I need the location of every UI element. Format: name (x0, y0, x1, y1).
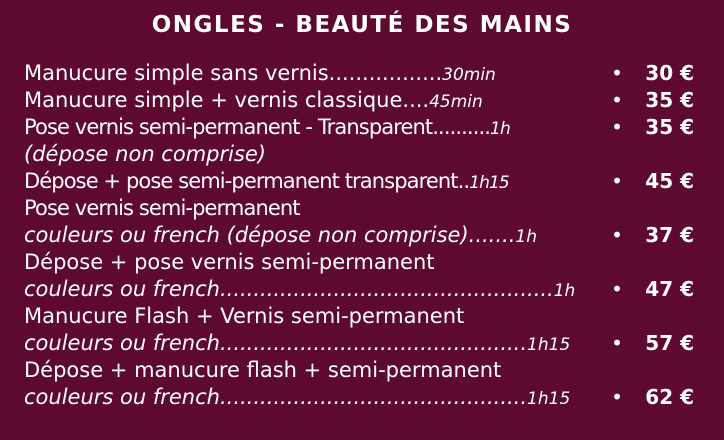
service-duration: 1h (515, 227, 537, 247)
service-name: Dépose + manucure flash + semi-permanent (24, 358, 502, 382)
leader-dots: .... (402, 88, 430, 112)
bullet: • (611, 115, 623, 139)
list-item (24, 195, 704, 222)
list-item-line (24, 168, 509, 197)
service-detail: couleurs ou french (24, 331, 220, 355)
leader-dots: .. (457, 169, 470, 193)
service-name: Dépose + pose vernis semi-permanent (24, 250, 435, 274)
service-duration: 1h15 (527, 335, 571, 355)
list-item-line (24, 222, 537, 251)
service-duration: 1h (490, 119, 510, 139)
leader-dots: .............................................. (219, 385, 528, 409)
leader-dots: ....... (468, 223, 516, 247)
service-name: Manucure simple + vernis classique (24, 88, 403, 112)
service-duration: 45min (429, 92, 483, 112)
list-item-continued (24, 276, 704, 303)
service-detail: couleurs ou french (dépose non comprise) (24, 223, 469, 247)
list-item (24, 249, 704, 276)
service-price: 37 € (645, 223, 694, 247)
leader-dots: .................................................. (219, 277, 554, 301)
section-title: ONGLES - BEAUTÉ DES MAINS (151, 12, 573, 38)
leader-dots: ................. (328, 61, 443, 85)
bullet: • (611, 277, 623, 301)
bullet: • (611, 61, 623, 85)
list-item (24, 303, 704, 330)
list-item (24, 114, 704, 141)
service-duration: 30min (442, 65, 496, 85)
list-item-line (24, 276, 575, 305)
price-list (24, 60, 704, 411)
service-note: (dépose non comprise) (24, 142, 267, 166)
list-item-line (24, 60, 496, 89)
list-item-line (24, 384, 570, 413)
service-detail: couleurs ou french (24, 385, 220, 409)
leader-dots: .............................................. (219, 331, 528, 355)
list-item-line (24, 330, 570, 359)
service-price: 30 € (645, 61, 694, 85)
list-item (24, 60, 704, 87)
leader-dots: .......... (432, 115, 491, 139)
service-name: Pose vernis semi-permanent - Transparent (24, 115, 433, 139)
list-item (24, 357, 704, 384)
service-price: 35 € (645, 88, 694, 112)
bullet: • (611, 385, 623, 409)
bullet: • (611, 331, 623, 355)
service-name: Pose vernis semi-permanent (24, 196, 300, 220)
service-name: Manucure Flash + Vernis semi-permanent (24, 304, 465, 328)
service-price: 45 € (645, 169, 694, 193)
list-item-line (24, 114, 510, 143)
service-price: 57 € (645, 331, 694, 355)
service-name: Manucure simple sans vernis (24, 61, 329, 85)
list-item-line (24, 87, 483, 116)
bullet: • (611, 223, 623, 247)
service-duration: 1h (553, 281, 576, 301)
service-name: Dépose + pose semi-permanent transparent (24, 169, 458, 193)
list-item (24, 168, 704, 195)
service-duration: 1h15 (527, 389, 571, 409)
bullet: • (611, 169, 623, 193)
service-price: 35 € (645, 115, 694, 139)
list-item-continued (24, 384, 704, 411)
list-item (24, 87, 704, 114)
service-duration: 1h15 (469, 173, 509, 193)
list-item-continued (24, 222, 704, 249)
list-item-note (24, 141, 704, 168)
service-price: 62 € (645, 385, 694, 409)
bullet: • (611, 88, 623, 112)
list-item-continued (24, 330, 704, 357)
service-detail: couleurs ou french (24, 277, 220, 301)
service-price: 47 € (645, 277, 694, 301)
